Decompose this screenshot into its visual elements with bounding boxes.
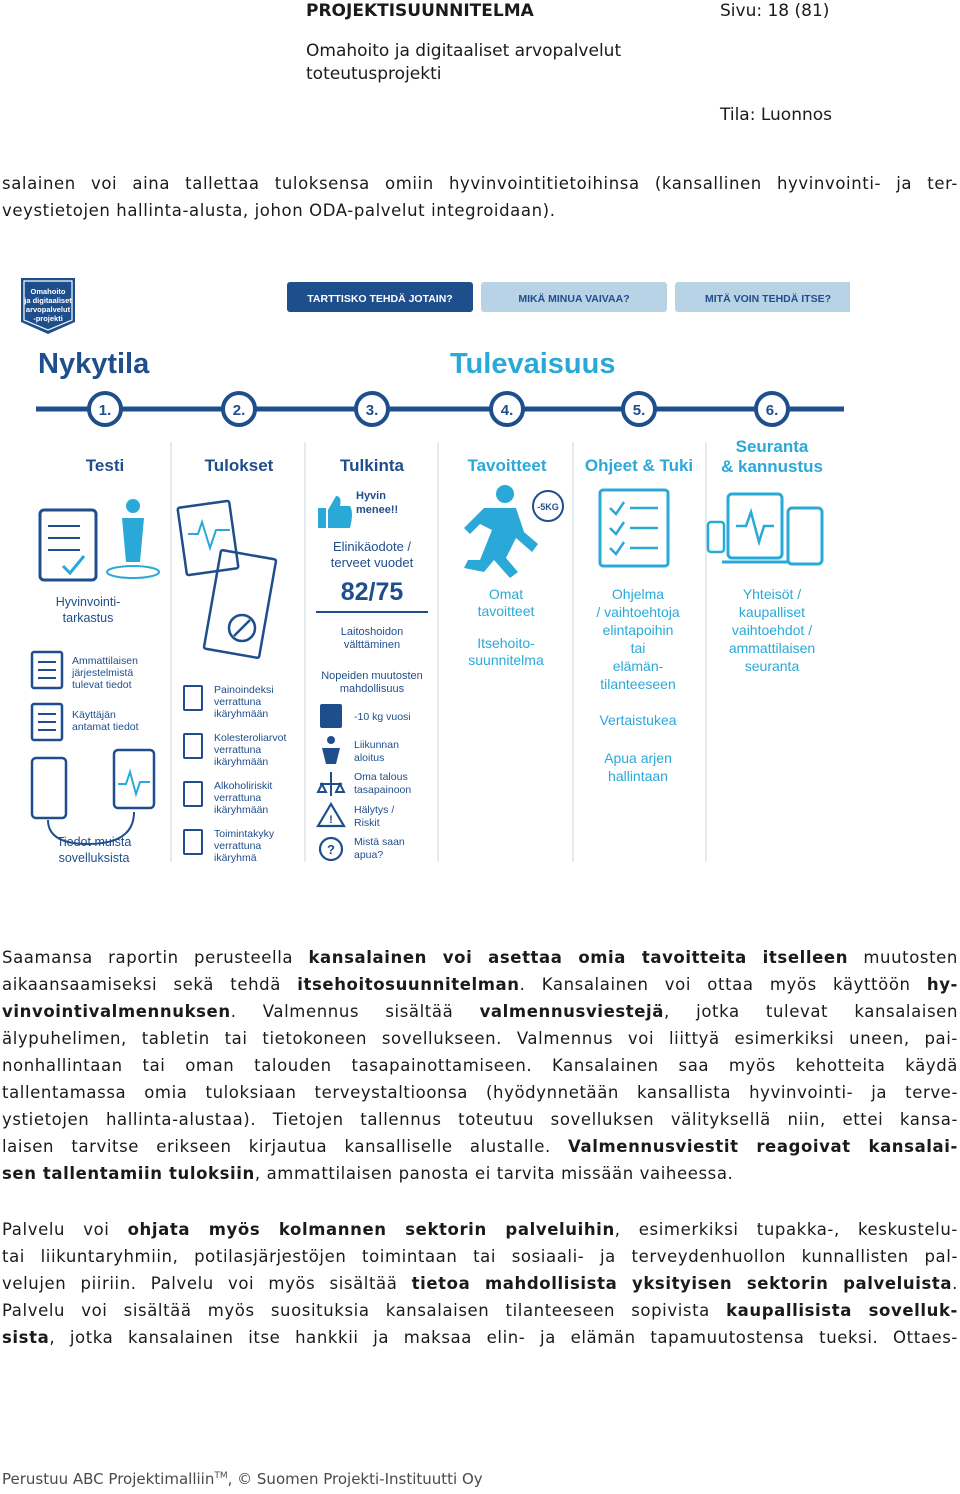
text-segment: Saamansa raportin perusteella xyxy=(2,948,309,967)
col2-item: verrattuna xyxy=(214,840,262,852)
care-avoidance-label: Laitoshoidon xyxy=(340,626,404,638)
paragraph-line xyxy=(2,971,958,998)
intro-paragraph xyxy=(2,170,958,224)
svg-text:1.: 1. xyxy=(98,402,112,419)
question-tab-2-label: MIKÄ MINUA VAIVAA? xyxy=(518,293,630,305)
paragraph-line xyxy=(2,944,958,971)
text-segment: , jotka kansalainen itse hankkii ja maksaa elin- ja elämän tapamuutostensa tueksi. Ottaes- xyxy=(49,1328,958,1347)
goals-label: tavoitteet xyxy=(477,603,535,619)
col2-item: ikäryhmä xyxy=(214,852,257,864)
text-segment: laisen tarvitse erikseen kirjautua kansalliselle alustalle. xyxy=(2,1137,569,1156)
program-label: / vaihtoehtoja xyxy=(596,604,680,620)
checklist-tablet-icon xyxy=(40,510,96,580)
bubble-text: menee!! xyxy=(356,504,399,516)
quick-change-label: mahdollisuus xyxy=(339,683,405,695)
col1-item: Käyttäjän xyxy=(72,709,116,721)
col2-item: Painoindeksi xyxy=(214,684,274,696)
logo-text: arvopalvelut xyxy=(25,305,71,314)
bold-text: vinvointivalmennuksen xyxy=(2,1002,231,1021)
bold-text: valmennusviestejä xyxy=(479,1002,665,1021)
text-segment: , esimerkiksi tupakka-, keskustelu- xyxy=(614,1220,958,1239)
program-label: elämän- xyxy=(612,658,664,674)
devices-icon xyxy=(32,750,154,844)
col2-item: verrattuna xyxy=(214,744,262,756)
col3-item-list xyxy=(318,704,411,861)
col3-item: aloitus xyxy=(354,752,385,764)
project-name-line-1: Omahoito ja digitaaliset arvopalvelut xyxy=(306,41,622,61)
svg-text:!: ! xyxy=(329,814,333,826)
text-segment: älypuhelimen, tabletin tai tietokoneen sovellukseen. Valmennus voi liittyä esimerkiksi uneen, pai- xyxy=(2,1029,958,1048)
col2-item: Toimintakyky xyxy=(214,828,275,840)
plan-label: Itsehoito- xyxy=(477,635,535,651)
document-title: PROJEKTISUUNNITELMA xyxy=(306,1,534,21)
bold-text: itsehoitosuunnitelman xyxy=(297,975,520,994)
bold-text: kaupallisista sovelluk- xyxy=(726,1301,958,1320)
col1-item: järjestelmistä xyxy=(72,667,134,679)
runner-icon xyxy=(464,485,538,578)
step-6-title: Seuranta xyxy=(735,437,809,456)
paragraph-line xyxy=(2,1243,958,1270)
svg-text:5.: 5. xyxy=(632,402,646,419)
step-marker-6 xyxy=(756,393,788,425)
step-6-title: & kannustus xyxy=(720,457,824,476)
paragraph-line xyxy=(2,1106,958,1133)
footer-copyright: , © Suomen Projekti-Instituutti Oy xyxy=(227,1470,483,1488)
document-icon xyxy=(32,704,62,740)
question-tab-1-label: TARTTISKO TEHDÄ JOTAIN? xyxy=(307,293,453,305)
logo-text: -projekti xyxy=(33,314,63,323)
paragraph-line xyxy=(2,1324,958,1351)
page-footer xyxy=(2,1470,483,1488)
bold-text: ohjata myös kolmannen sektorin palveluihin xyxy=(127,1220,615,1239)
text-segment: tallentamassa omia tuloksiaan terveystaltioonsa (hyödynnetään kansallista hyvinvointi- ja terve- xyxy=(2,1083,958,1102)
phase-future-title: Tulevaisuus xyxy=(450,348,616,380)
text-segment: velujen piiriin. Palvelu voi myös sisältää xyxy=(2,1274,412,1293)
paragraph-line xyxy=(2,1216,958,1243)
thumbs-up-icon xyxy=(318,496,352,528)
col3-item: -10 kg vuosi xyxy=(354,711,411,723)
svg-text:?: ? xyxy=(327,842,335,857)
follow-up-label: vaihtoehdot / xyxy=(731,622,813,638)
bold-text: tietoa mahdollisista yksityisen sektorin palveluista xyxy=(411,1274,953,1293)
peer-support-label: Vertaistukea xyxy=(599,712,677,728)
step-marker-1 xyxy=(89,393,121,425)
text-segment: . Valmennus sisältää xyxy=(230,1002,480,1021)
step-2-title: Tulokset xyxy=(204,456,274,475)
text-segment: . xyxy=(952,1274,959,1293)
step-3-title: Tulkinta xyxy=(340,456,404,475)
check-label: tarkastus xyxy=(62,611,114,625)
paragraph-services xyxy=(2,1216,958,1351)
text-segment: ystietojen hallinta-alustaa). Tietojen tallennus toteutuu sovelluksen välityksellä niin, ettei kansa- xyxy=(2,1110,958,1129)
svg-text:-5KG: -5KG xyxy=(537,502,559,512)
check-label: Hyvinvointi- xyxy=(55,595,121,609)
col3-item: Riskit xyxy=(354,817,380,829)
bold-text: sen tallentamiin tuloksiin xyxy=(2,1164,255,1183)
bold-text: kansalainen voi asettaa omia tavoitteita itselleen xyxy=(308,948,849,967)
col3-item: Mistä saan xyxy=(354,836,405,848)
page-number: Sivu: 18 (81) xyxy=(720,1,830,21)
person-icon xyxy=(107,499,159,578)
col1-item: Ammattilaisen xyxy=(72,655,138,667)
balance-icon xyxy=(318,772,344,796)
footer-text: Perustuu ABC Projektimalliin xyxy=(2,1470,215,1488)
plan-label: suunnitelma xyxy=(468,652,544,668)
col3-item: Hälytys / xyxy=(354,804,395,816)
col1-item: antamat tiedot xyxy=(72,721,139,733)
col2-item: Kolesteroliarvot xyxy=(214,732,287,744)
col1-bottom-label: Tiedot muista xyxy=(56,835,132,849)
logo-text: Omahoito xyxy=(30,287,66,296)
step-1-title: Testi xyxy=(85,456,125,475)
svg-text:4.: 4. xyxy=(500,402,514,419)
text-segment: aikaansaamiseksi sekä tehdä xyxy=(2,975,298,994)
bold-text: hy- xyxy=(926,975,959,994)
daily-help-label: hallintaan xyxy=(608,768,668,784)
col3-item: Oma talous xyxy=(354,771,408,783)
step-marker-3 xyxy=(356,393,388,425)
service-path-infographic xyxy=(18,272,850,872)
paragraph-line xyxy=(2,1160,958,1187)
text-segment: muutosten xyxy=(848,948,958,967)
text-segment: , jotka tulevat kansalaisen xyxy=(664,1002,958,1021)
col2-item: verrattuna xyxy=(214,696,262,708)
life-expectancy-label: terveet vuodet xyxy=(330,555,414,570)
program-label: elintapoihin xyxy=(602,622,674,638)
exercise-icon xyxy=(327,736,335,744)
svg-text:6.: 6. xyxy=(765,402,779,419)
text-segment: tai liikuntaryhmiin, potilasjärjestöjen toimintaan tai sosiaali- ja terveydenhuollon kunnallisten pal- xyxy=(2,1247,958,1266)
paragraph-line xyxy=(2,998,958,1025)
goals-label: Omat xyxy=(488,586,524,602)
bold-text: sista xyxy=(2,1328,50,1347)
col2-item: ikäryhmään xyxy=(214,756,269,768)
step-marker-2 xyxy=(223,393,255,425)
life-expectancy-score: 82/75 xyxy=(340,578,404,606)
follow-up-label: ammattilaisen xyxy=(728,640,816,656)
results-documents-icon xyxy=(178,501,277,658)
paragraph-line xyxy=(2,1025,958,1052)
bold-text: Valmennusviestit reagoivat kansalai- xyxy=(568,1137,958,1156)
document-status: Tila: Luonnos xyxy=(720,105,833,125)
program-label: tai xyxy=(630,640,646,656)
scale-icon xyxy=(320,704,342,728)
col3-item: tasapainoon xyxy=(354,784,412,796)
text-segment: Palvelu voi xyxy=(2,1220,128,1239)
step-marker-4 xyxy=(491,393,523,425)
col2-item-list xyxy=(184,684,286,864)
intro-line: salainen voi aina tallettaa tuloksensa omiin hyvinvointitietoihinsa (kansallinen hyvinvointi- ja ter- xyxy=(2,174,958,193)
phase-now-title: Nykytila xyxy=(38,348,150,380)
project-logo xyxy=(21,278,75,334)
life-expectancy-label: Elinikäodote / xyxy=(332,539,412,554)
logo-text: ja digitaaliset xyxy=(24,296,72,305)
text-segment: Palvelu voi sisältää myös suosituksia kansalaisen tilanteeseen sopivista xyxy=(2,1301,727,1320)
follow-up-label: seuranta xyxy=(744,658,800,674)
trademark-mark: TM xyxy=(214,1471,228,1481)
text-segment: , ammattilaisen panosta ei tarvita missään vaiheessa. xyxy=(254,1164,734,1183)
col1-item: tulevat tiedot xyxy=(72,679,132,691)
paragraph-line xyxy=(2,1079,958,1106)
step-4-title: Tavoitteet xyxy=(467,456,547,475)
col2-item: Alkoholiriskit xyxy=(214,780,273,792)
step-marker-5 xyxy=(623,393,655,425)
paragraph-line xyxy=(2,1270,958,1297)
text-segment: . Kansalainen voi ottaa myös käyttöön xyxy=(519,975,927,994)
quick-change-label: Nopeiden muutosten xyxy=(321,670,423,682)
step-5-title: Ohjeet & Tuki xyxy=(584,456,694,475)
care-avoidance-label: välttäminen xyxy=(343,639,401,651)
project-name-line-2: toteutusprojekti xyxy=(306,64,442,84)
paragraph-line xyxy=(2,1297,958,1324)
col3-item: Liikunnan xyxy=(354,739,399,751)
program-label: Ohjelma xyxy=(611,586,665,602)
text-segment: nonhallintaan tai oman talouden tasapainottamiseen. Kansalainen saa myös kehotteita käydä xyxy=(2,1056,958,1075)
program-label: tilanteeseen xyxy=(600,676,676,692)
follow-up-label: Yhteisöt / xyxy=(742,586,802,602)
daily-help-label: Apua arjen xyxy=(604,750,672,766)
paragraph-goals xyxy=(2,944,958,1187)
svg-text:2.: 2. xyxy=(232,402,246,419)
document-icon xyxy=(32,652,62,688)
col3-item: apua? xyxy=(354,849,384,861)
col1-bottom-label: sovelluksista xyxy=(58,851,130,865)
col2-item: verrattuna xyxy=(214,792,262,804)
paragraph-line xyxy=(2,1133,958,1160)
paragraph-line xyxy=(2,1052,958,1079)
instructions-icon xyxy=(600,490,668,566)
weight-badge xyxy=(533,491,563,521)
monitoring-devices-icon xyxy=(708,494,822,564)
bubble-text: Hyvin xyxy=(356,490,386,502)
svg-text:3.: 3. xyxy=(365,402,379,419)
intro-line: veystietojen hallinta-alusta, johon ODA-palvelut integroidaan). xyxy=(2,201,556,220)
col2-item: ikäryhmään xyxy=(214,804,269,816)
follow-up-label: kaupalliset xyxy=(738,604,806,620)
col2-item: ikäryhmään xyxy=(214,708,269,720)
question-tab-3-label: MITÄ VOIN TEHDÄ ITSE? xyxy=(705,293,831,305)
